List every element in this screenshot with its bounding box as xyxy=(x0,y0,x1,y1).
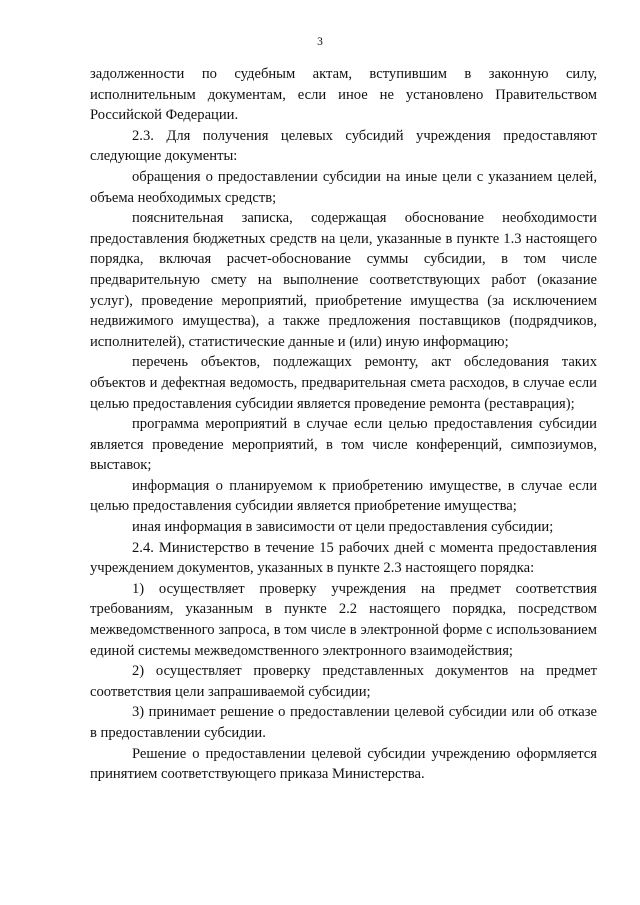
list-item-check-institution: 1) осуществляет проверку учреждения на предмет соответствия требованиям, указанным в пункте 2.2 настоящего порядка, посредством межведомственного запроса, в том числе в электронной форме с использованием единой системы межведомственного электронного взаимодействия; xyxy=(90,580,597,659)
paragraph-continuation: задолженности по судебным актам, вступившим в законную силу, исполнительным документам, если иное не установлено Правительством Российской Федерации. xyxy=(90,66,597,124)
list-item-decision: 3) принимает решение о предоставлении целевой субсидии или об отказе в предоставлении субсидии. xyxy=(90,704,597,741)
paragraph-decision-order: Решение о предоставлении целевой субсидии учреждению оформляется принятием соответствующего приказа Министерства. xyxy=(90,745,597,783)
list-item-event-program: программа мероприятий в случае если целью предоставления субсидии является проведение мероприятий, в том числе конференций, симпозиумов, выставок; xyxy=(90,416,597,474)
document-body xyxy=(90,64,597,785)
list-item-property-info: информация о планируемом к приобретению имуществе, в случае если целью предоставления субсидии является приобретение имущества; xyxy=(90,477,597,515)
list-item-explanatory-note: пояснительная записка, содержащая обоснование необходимости предоставления бюджетных средств на цели, указанные в пункте 1.3 настоящего порядка, включая расчет-обоснование суммы субсидии, в том числе предварительную смету на выполнение соответствующих работ (оказание услуг), проведение мероприятий, приобретение имущества (за исключением недвижимого имущества), а также предложения поставщиков (подрядчиков, исполнителей), статистические данные и (или) иную информацию; xyxy=(90,210,597,350)
list-item-request: обращения о предоставлении субсидии на иные цели с указанием целей, объема необходимых средств; xyxy=(90,168,597,206)
list-item-other-info: иная информация в зависимости от цели предоставления субсидии; xyxy=(132,519,554,536)
paragraph-2-4: 2.4. Министерство в течение 15 рабочих дней с момента предоставления учреждением документов, указанных в пункте 2.3 настоящего порядка: xyxy=(90,539,597,577)
page-number: 3 xyxy=(317,36,323,48)
paragraph-2-3: 2.3. Для получения целевых субсидий учреждения предоставляют следующие документы: xyxy=(90,127,597,165)
list-item-repair-objects: перечень объектов, подлежащих ремонту, акт обследования таких объектов и дефектная ведомость, предварительная смета расходов, в случае если целью предоставления субсидии является проведение ремонта (реставрация); xyxy=(90,354,597,412)
list-item-check-documents: 2) осуществляет проверку представленных документов на предмет соответствия цели запрашиваемой субсидии; xyxy=(90,663,597,700)
